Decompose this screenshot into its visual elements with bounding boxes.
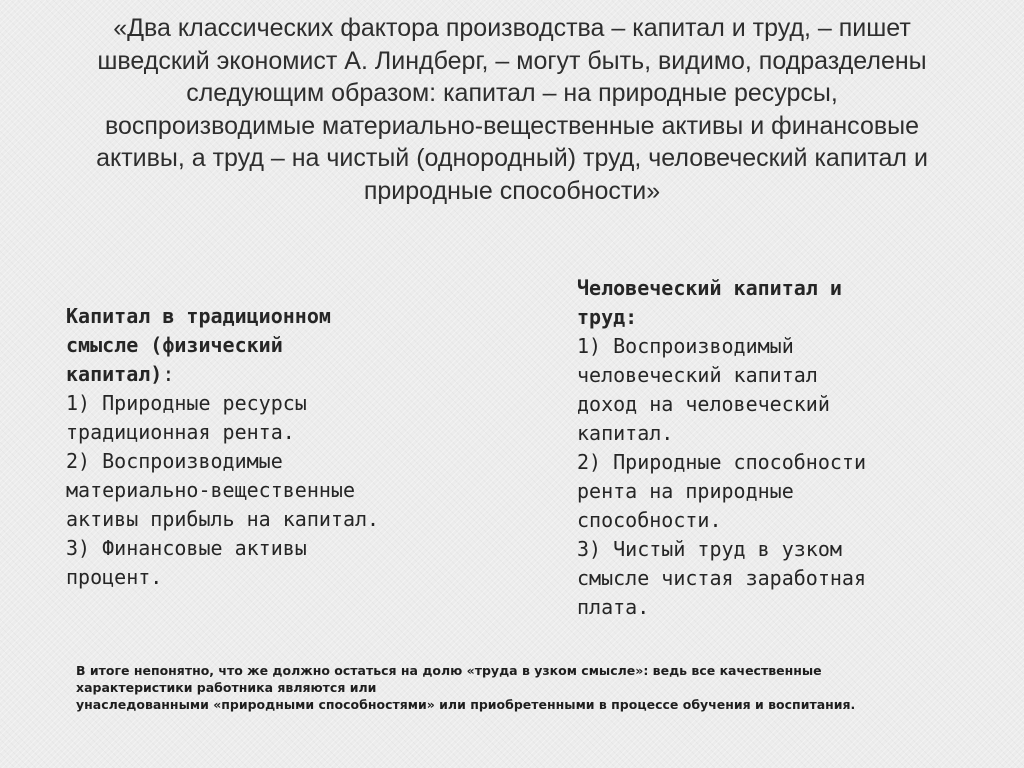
column-line: материально-вещественные xyxy=(66,478,355,502)
column-heading: Человеческий капитал и xyxy=(577,276,842,300)
quote-line: активы, а труд – на чистый (однородный) труд, человеческий капитал и xyxy=(96,144,928,172)
quote-line: следующим образом: капитал – на природные ресурсы, xyxy=(186,79,838,107)
column-line: плата. xyxy=(577,595,650,619)
column-line: смысле чистая заработная xyxy=(577,566,866,590)
heading-colon: : xyxy=(162,362,175,386)
column-line: 2) Природные способности xyxy=(577,450,866,474)
column-heading: Капитал в традиционном xyxy=(66,304,331,328)
column-line: рента на природные xyxy=(577,479,794,503)
column-heading: труд: xyxy=(577,305,638,329)
column-heading: смысле (физический xyxy=(66,333,283,357)
conclusion-line: В итоге непонятно, что же должно остаться на долю «труда в узком смысле»: ведь все качественные xyxy=(76,663,822,678)
column-line: активы прибыль на капитал. xyxy=(66,507,380,531)
column-line: человеческий капитал xyxy=(577,363,818,387)
column-line: 1) Природные ресурсы xyxy=(66,391,307,415)
conclusion-line: унаследованными «природными способностями» или приобретенными в процессе обучения и воспитания. xyxy=(76,697,856,712)
column-line: 2) Воспроизводимые xyxy=(66,449,283,473)
column-line: 3) Финансовые активы xyxy=(66,536,307,560)
quote-line: воспроизводимые материально-вещественные активы и финансовые xyxy=(104,111,920,140)
quote-line: шведский экономист А. Линдберг, – могут быть, видимо, подразделены xyxy=(97,46,927,75)
column-line: капитал. xyxy=(577,421,674,445)
column-line: 1) Воспроизводимый xyxy=(577,334,794,358)
column-heading: капитал) xyxy=(66,362,163,386)
conclusion-line: характеристики работника являются или xyxy=(76,680,377,695)
quote-paragraph xyxy=(40,12,984,207)
conclusion-note xyxy=(76,662,976,713)
column-line: доход на человеческий xyxy=(577,392,830,416)
column-line: процент. xyxy=(66,565,163,589)
human-capital-column xyxy=(577,274,1017,622)
quote-line: «Два классических фактора производства – капитал и труд, – пишет xyxy=(113,14,911,42)
column-line: 3) Чистый труд в узком xyxy=(577,537,842,561)
column-line: традиционная рента. xyxy=(66,420,295,444)
quote-line: природные способности» xyxy=(363,176,661,205)
physical-capital-column xyxy=(66,302,506,592)
column-line: способности. xyxy=(577,508,722,532)
